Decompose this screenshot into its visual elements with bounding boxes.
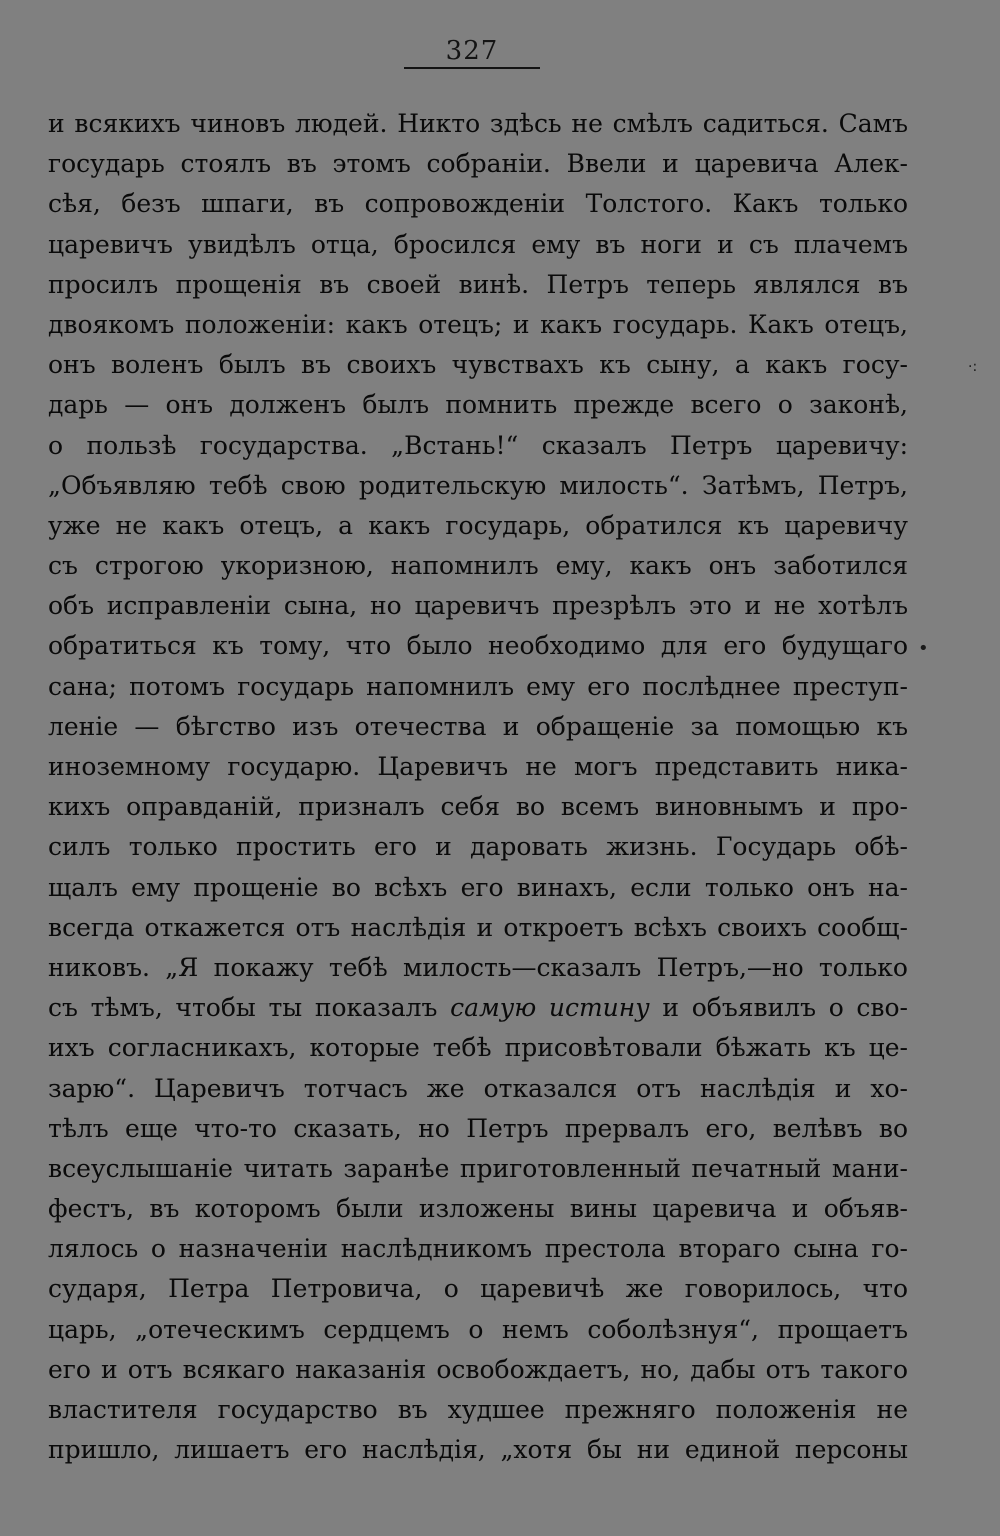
text-line [48,506,908,546]
page-number-rule [404,67,540,69]
text-line [48,1390,908,1430]
text-line [48,144,908,184]
text-line-content: царь, „отеческимъ сердцемъ о немъ соболѣзнуя“, прощаетъ [48,1314,908,1344]
text-line-content: съ тѣмъ, чтобы ты показалъ [48,993,451,1023]
text-line-content: „Объявляю тебѣ свою родительскую милость“. Затѣмъ, Петръ, [48,470,908,500]
text-line-content: государь стоялъ въ этомъ собраніи. Ввели и царевича Алек- [48,149,908,179]
text-line [48,345,908,385]
text-line-content: зарю“. Царевичъ тотчасъ же отказался отъ наслѣдія и хо- [48,1073,908,1103]
text-line [48,707,908,747]
text-line-content: обратиться къ тому, что было необходимо для его будущаго [48,631,908,661]
text-line-content: ихъ согласникахъ, которые тебѣ присовѣтовали бѣжать къ це- [48,1033,908,1063]
text-line-content: уже не какъ отецъ, а какъ государь, обратился къ царевичу [48,510,908,540]
margin-mark: ·: [968,359,978,375]
text-line-content: сѣя, безъ шпаги, въ сопровожденіи Толстого. Какъ только [48,189,908,219]
text-line-content: съ строгою укоризною, напомнилъ ему, какъ онъ заботился [48,551,908,581]
text-line-content: щалъ ему прощеніе во всѣхъ его винахъ, если только онъ на- [48,872,908,902]
text-line [48,1109,908,1149]
text-line [48,626,908,666]
text-line [48,1430,908,1470]
text-line [48,184,908,224]
text-line [48,546,908,586]
text-line-content: леніе — бѣгство изъ отечества и обращеніе за помощью къ [48,711,908,741]
text-line [48,1310,908,1350]
text-line-content: двоякомъ положеніи: какъ отецъ; и какъ государь. Какъ отецъ, [48,309,908,339]
text-line-content: о пользѣ государства. „Встань!“ сказалъ Петръ царевичу: [48,430,908,460]
text-line-content: его и отъ всякаго наказанія освобождаетъ, но, дабы отъ такого [48,1354,908,1384]
text-line [48,1149,908,1189]
page-number: 327 [445,36,499,66]
text-line-content: и объявилъ о сво- [649,993,908,1023]
text-line [48,868,908,908]
text-line [48,948,908,988]
text-line [48,385,908,425]
text-line [48,988,908,1028]
text-line [48,1189,908,1229]
text-line [48,1028,908,1068]
text-line [48,1269,908,1309]
text-line-content: силъ только простить его и даровать жизнь. Государь обѣ- [48,832,908,862]
text-line-content: фестъ, въ которомъ были изложены вины царевича и объяв- [48,1194,908,1224]
text-line-content: всеуслышаніе читать заранѣе приготовленный печатный мани- [48,1153,908,1183]
text-line [48,1229,908,1269]
body-text [48,104,908,1470]
text-line-content: пришло, лишаетъ его наслѣдія, „хотя бы ни единой персоны [48,1435,908,1465]
text-line-content: кихъ оправданій, призналъ себя во всемъ виновнымъ и про- [48,792,908,822]
text-line [48,827,908,867]
text-line [48,466,908,506]
text-line [48,305,908,345]
text-line [48,787,908,827]
text-line-content: лялось о назначеніи наслѣдникомъ престола втораго сына го- [48,1234,908,1264]
text-line-content: и всякихъ чиновъ людей. Никто здѣсь не смѣлъ садиться. Самъ [48,109,908,138]
text-line-content: властителя государство въ худшее прежняго положенія не [48,1395,908,1424]
text-line [48,1350,908,1390]
text-line [48,667,908,707]
italic-emphasis: самую истину [450,993,650,1023]
text-line [48,908,908,948]
text-line [48,426,908,466]
text-line-content: иноземному государю. Царевичъ не могъ представить ника- [48,752,908,781]
text-line [48,747,908,787]
text-line-content: просилъ прощенія въ своей винѣ. Петръ теперь являлся въ [48,269,908,299]
text-line-content: дарь — онъ долженъ былъ помнить прежде всего о законѣ, [48,390,908,420]
text-line [48,104,908,144]
text-line-content: объ исправленіи сына, но царевичъ презрѣлъ это и не хотѣлъ [48,591,908,621]
text-line-content: онъ воленъ былъ въ своихъ чувствахъ къ сыну, а какъ госу- [48,350,908,380]
text-line-content: тѣлъ еще что-то сказать, но Петръ прервалъ его, велѣвъ во [48,1113,908,1143]
text-line [48,1069,908,1109]
text-line [48,265,908,305]
text-line-content: всегда откажется отъ наслѣдія и откроетъ всѣхъ своихъ сообщ- [48,912,908,942]
text-line [48,225,908,265]
text-line-content: никовъ. „Я покажу тебѣ милость—сказалъ Петръ,—но только [48,952,908,982]
text-line-content: сана; потомъ государь напомнилъ ему его послѣднее преступ- [48,671,908,701]
margin-mark: • [918,638,929,659]
text-line [48,586,908,626]
text-line-content: сударя, Петра Петровича, о царевичѣ же говорилось, что [48,1274,908,1304]
text-line-content: царевичъ увидѣлъ отца, бросился ему въ ноги и съ плачемъ [48,229,908,259]
